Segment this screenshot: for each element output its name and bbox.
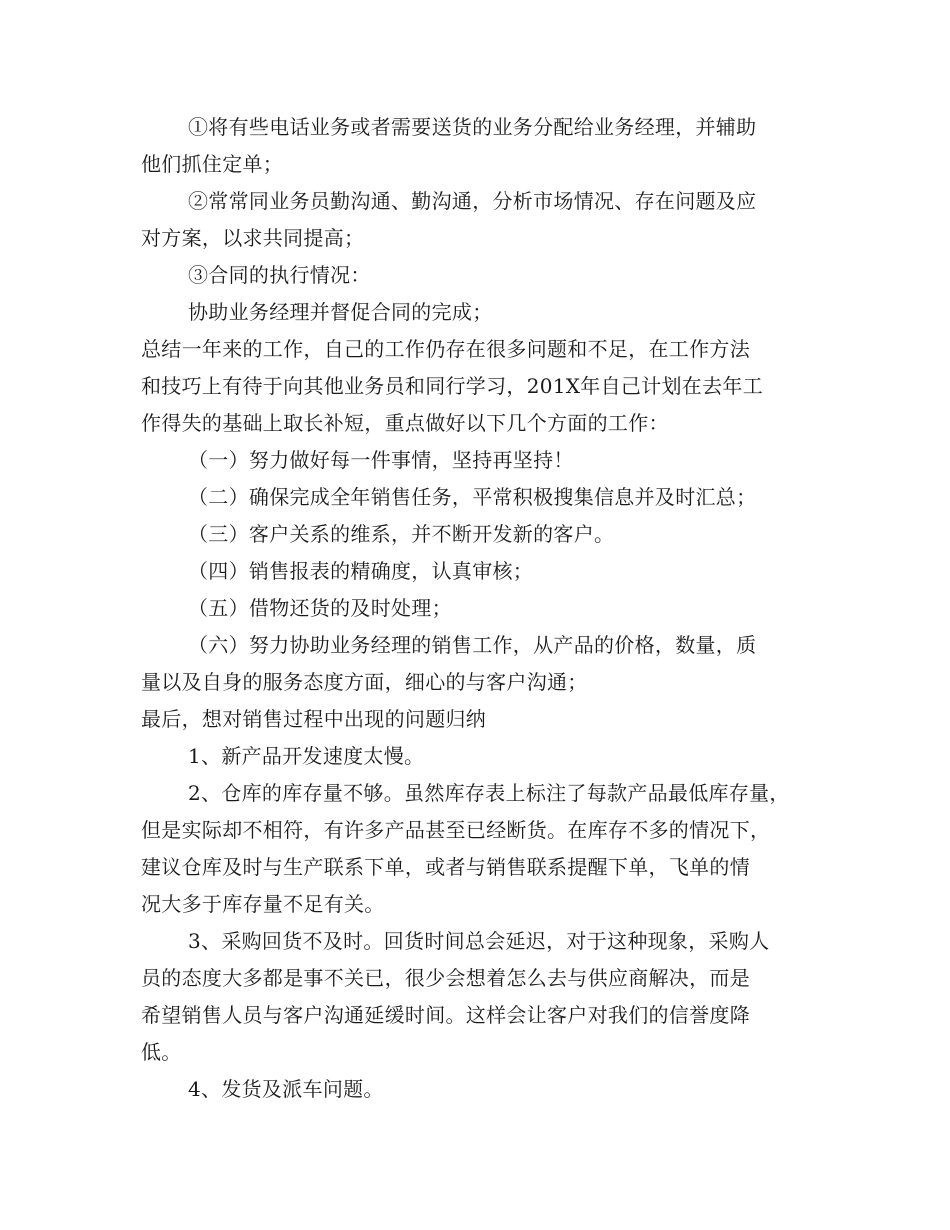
text-line: （六）努力协助业务经理的销售工作，从产品的价格，数量，质: [188, 633, 757, 657]
text-line: ②常常同业务员勤沟通、勤沟通，分析市场情况、存在问题及应: [188, 189, 757, 213]
text-line: 协助业务经理并督促合同的完成；: [188, 300, 493, 324]
text-line: （五）借物还货的及时处理；: [188, 596, 452, 620]
text-line: 但是实际却不相符，有许多产品甚至已经断货。在库存不多的情况下，: [141, 818, 771, 842]
text-line: 总结一年来的工作，自己的工作仍存在很多问题和不足，在工作方法: [141, 337, 750, 361]
text-line: 作得失的基础上取长补短，重点做好以下几个方面的工作：: [141, 411, 669, 435]
text-line: 对方案，以求共同提高；: [141, 226, 365, 250]
text-line: 员的态度大多都是事不关已，很少会想着怎么去与供应商解决，而是: [141, 966, 750, 990]
text-line: 最后，想对销售过程中出现的问题归纳: [141, 707, 487, 731]
text-line: 4、发货及派车问题。: [188, 1077, 384, 1101]
text-line: 1、新产品开发速度太慢。: [188, 744, 425, 768]
text-line: 2、仓库的库存量不够。虽然库存表上标注了每款产品最低库存量，: [188, 781, 790, 805]
text-line: 希望销售人员与客户沟通延缓时间。这样会让客户对我们的信誉度降: [141, 1003, 750, 1027]
text-line: 况大多于库存量不足有关。: [141, 892, 385, 916]
text-line: 他们抓住定单；: [141, 152, 284, 176]
text-line: ③合同的执行情况：: [188, 263, 371, 287]
text-line: （一）努力做好每一件事情，坚持再坚持！: [188, 448, 574, 472]
text-line: ①将有些电话业务或者需要送货的业务分配给业务经理，并辅助: [188, 115, 757, 139]
text-line: 量以及自身的服务态度方面，细心的与客户沟通；: [141, 670, 588, 694]
text-line: 3、采购回货不及时。回货时间总会延迟，对于这种现象，采购人: [188, 929, 770, 953]
text-line: （二）确保完成全年销售任务，平常积极搜集信息并及时汇总；: [188, 485, 757, 509]
text-line: （三）客户关系的维系，并不断开发新的客户。: [188, 522, 615, 546]
text-line: 建议仓库及时与生产联系下单，或者与销售联系提醒下单，飞单的情: [141, 855, 750, 879]
text-line: （四）销售报表的精确度，认真审核；: [188, 559, 534, 583]
text-line: 低。: [141, 1040, 182, 1064]
text-line: 和技巧上有待于向其他业务员和同行学习，201X年自己计划在去年工: [141, 374, 764, 398]
